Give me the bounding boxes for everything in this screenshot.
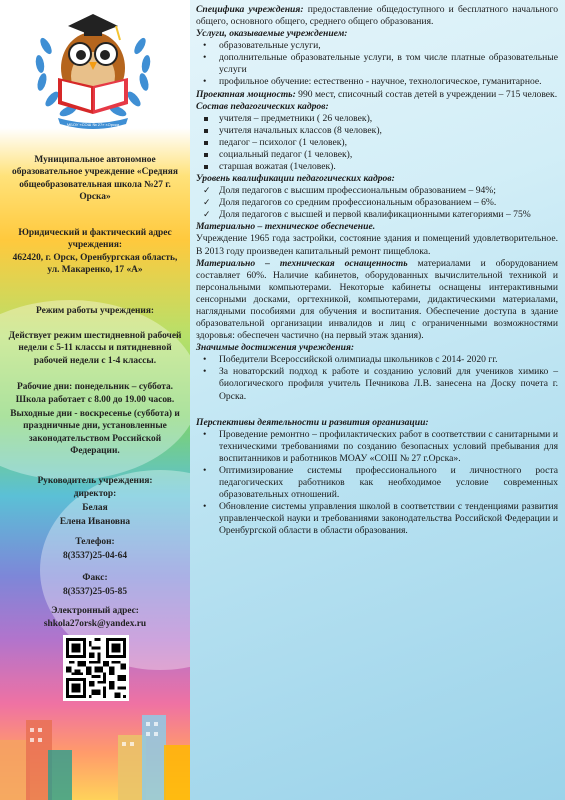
head-heading: Руководитель учреждения: [37, 476, 153, 486]
left-info-panel [0, 0, 190, 800]
workdays: Рабочие дни: понедельник – суббота. [16, 382, 174, 392]
address: 462420, г. Орск, Оренбургская область, ул. Макаренко, 17 «А» [12, 253, 178, 276]
list-item: • Проведение ремонтно – профилактических работ в соответствии с санитарными и техническими требованиями по созданию безопасных условий пребывания для воспитанников и работников МОАУ «СОШ № 27 г.Орска». [219, 429, 558, 465]
capacity-paragraph [196, 89, 558, 101]
capacity-text: 990 мест, списочный состав детей в учреждении – 715 человек. [295, 88, 558, 100]
equipment-paragraph [196, 258, 558, 343]
list-item: ✓ Доля педагогов с высшей и первой квалификационными категориями – 75% [219, 209, 558, 221]
address-heading: Юридический и фактический адрес учреждения: [18, 228, 172, 251]
schedule-text: Действует режим шестидневной рабочей недели с 5-11 классы и пятидневной рабочей недели с 1-4 классы. [8, 331, 182, 366]
list-item: • Оптимизирование системы профессионального и личностного роста педагогических работников как необходимое условие современных образовательных отношений. [219, 465, 558, 501]
city-skyline-decor [0, 680, 190, 800]
head-surname: Белая [82, 503, 108, 513]
head-name: Елена Ивановна [59, 517, 131, 527]
school-emblem-owl [28, 6, 158, 131]
list-item: ✓ Доля педагогов со средним профессиональным образованием – 6%. [219, 197, 558, 209]
fax-label: Факс: [82, 573, 108, 583]
schedule-heading: Режим работы учреждения: [35, 306, 155, 316]
emblem-ribbon-text: МБОУ «СОШ № 27» г.Орска [66, 122, 120, 127]
email-label: Электронный адрес: [51, 606, 139, 616]
equipment-label: Материально – техническая оснащенность [196, 257, 408, 269]
email-link[interactable]: shkola27orsk@yandex.ru [43, 619, 147, 629]
staff-heading: Состав педагогических кадров: [196, 100, 329, 112]
material-text: Учреждение 1965 года застройки, состояние здания и помещений удовлетворительное. В 2013 году произведен капитальный ремонт пищеблока. [196, 233, 558, 257]
list-item: педагог – психолог (1 человек), [219, 137, 558, 149]
working-hours: Школа работает с 8.00 до 19.00 часов. [15, 395, 175, 405]
org-name: Муниципальное автономное образовательное учреждение «Средняя общеобразовательная школа №27 г. Орска» [12, 155, 178, 203]
phone-label: Телефон: [75, 537, 115, 547]
list-item: • Обновление системы управления школой в соответствии с тенденциями развития управленческой науки и требованиями законодательства Российской Федерации и Оренбургской области в области образования. [219, 501, 558, 537]
staff-list [196, 113, 558, 173]
list-item: • Победители Всероссийской олимпиады школьников с 2014- 2020 гг. [219, 354, 558, 366]
specifics-paragraph [196, 4, 558, 28]
head-title: директор: [73, 489, 117, 499]
prospects-list [196, 429, 558, 538]
qualification-heading: Уровень квалификации педагогических кадров: [196, 173, 395, 185]
fax-number: 8(3537)25-05-85 [62, 587, 128, 597]
list-item: учителя начальных классов (8 человек), [219, 125, 558, 137]
capacity-label: Проектная мощность: [196, 88, 296, 100]
list-item: старшая вожатая (1человек). [219, 161, 558, 173]
services-list [196, 40, 558, 88]
material-heading: Материально – техническое обеспечение. [196, 221, 376, 233]
services-heading: Услуги, оказываемые учреждением: [196, 28, 348, 40]
qualification-list [196, 185, 558, 221]
equipment-text: материалами и оборудованием составляет 60%. Наличие кабинетов, оборудованных вычислительной техникой и персональными компьютерами. Некоторые кабинеты оснащены интерактивными сенсорными досками, оргтехникой, компьютерами, дидактическими материалами, наглядными пособиями для обучения и воспитания. Обеспечение доступа в здание образовательной организации инвалидов и лиц с ограниченными возможностями здоровья: обеспечен частично (на первый этаж здания). [196, 257, 558, 342]
main-content [196, 4, 558, 537]
list-item: • дополнительные образовательные услуги, в том числе платные образовательные услуги [219, 52, 558, 76]
achievements-heading: Значимые достижения учреждения: [196, 342, 355, 354]
list-item: учителя – предметники ( 26 человек), [219, 113, 558, 125]
achievements-list [196, 354, 558, 402]
list-item: • За новаторский подход к работе и созданию условий для учеников химико – биологического профиля учитель Печникова Л.В. занесена на Доску почета г. Орска. [219, 366, 558, 402]
phone-number: 8(3537)25-04-64 [62, 551, 128, 561]
specifics-text: предоставление общедоступного и бесплатного начального общего, основного общего, среднего общего образования. [196, 4, 558, 28]
specifics-label: Специфика учреждения: [196, 4, 304, 15]
list-item: • образовательные услуги, [219, 40, 558, 52]
holidays: Выходные дни - воскресенье (суббота) и праздничные дни, установленные законодательством Российской Федерации. [10, 409, 180, 457]
prospects-heading: Перспективы деятельности и развития организации: [196, 416, 429, 428]
list-item: ✓ Доля педагогов с высшим профессиональным образованием – 94%; [219, 185, 558, 197]
list-item: социальный педагог (1 человек), [219, 149, 558, 161]
list-item: • профильное обучение: естественно - научное, технологическое, гуманитарное. [219, 76, 558, 88]
